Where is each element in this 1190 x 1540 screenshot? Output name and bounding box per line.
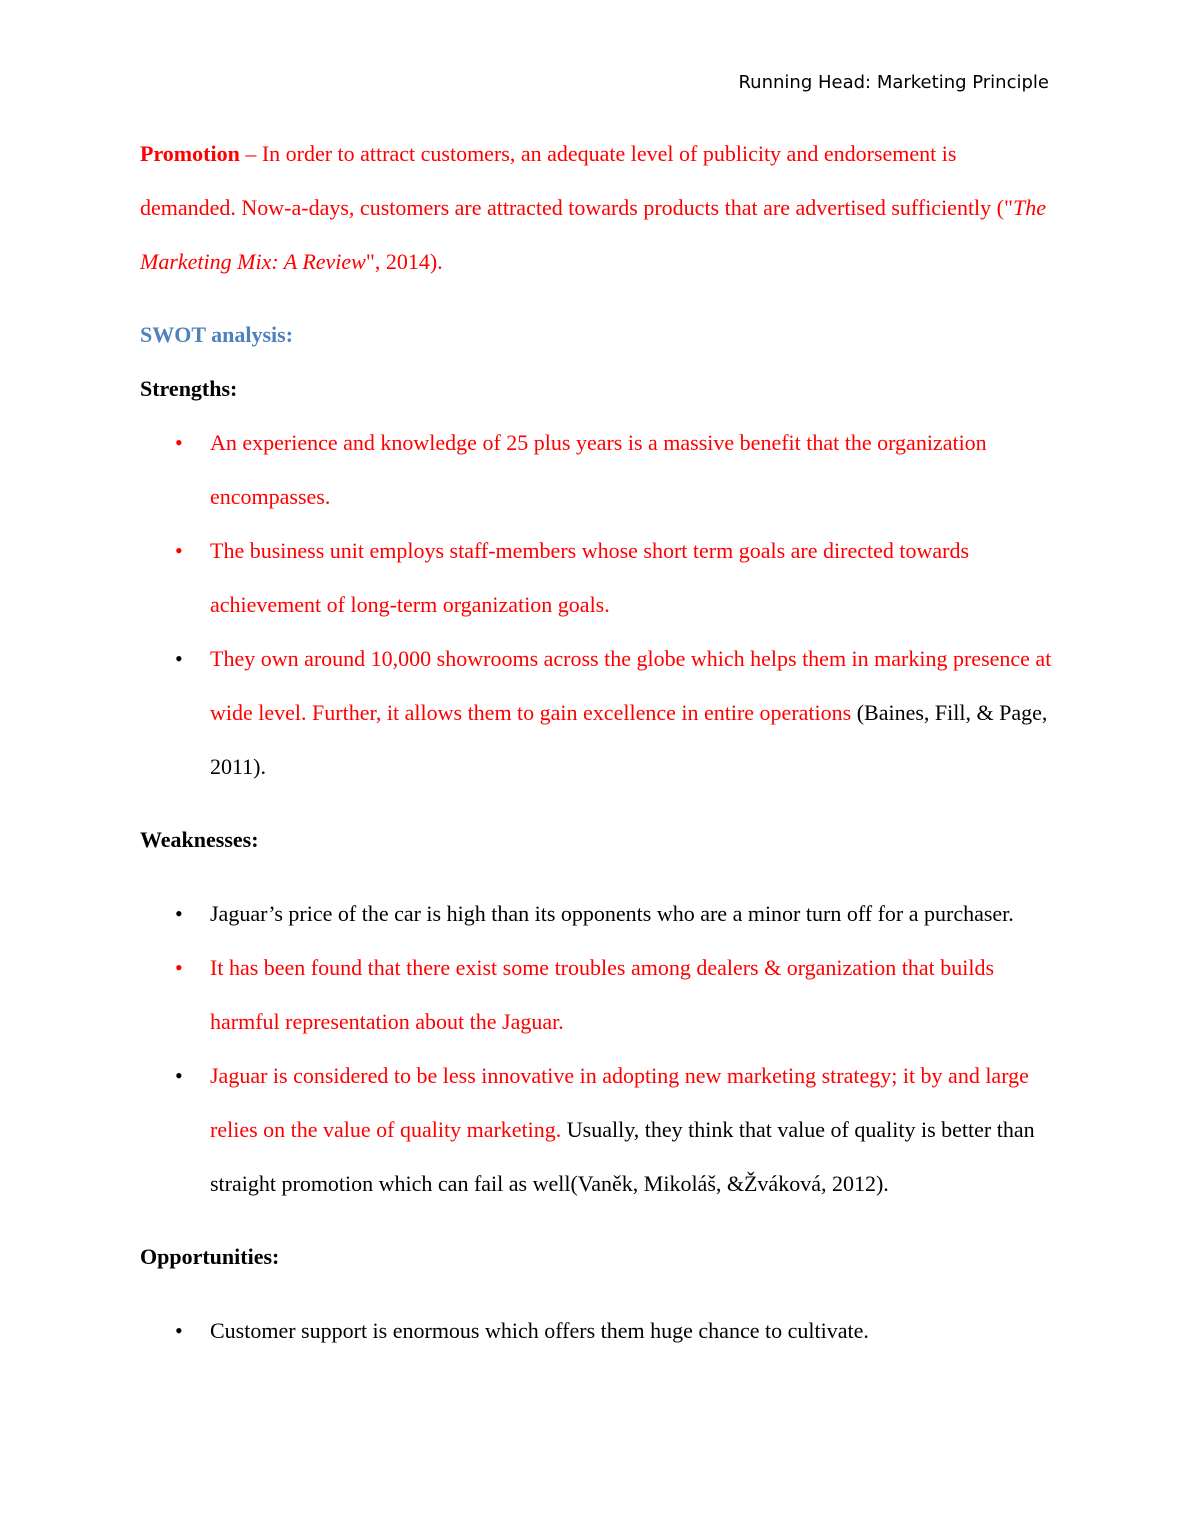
running-head: Running Head: Marketing Principle xyxy=(738,72,1049,93)
document-body xyxy=(140,127,1055,1358)
item-text-black: (Baines, Fill, & Page, 2011). xyxy=(210,700,1048,779)
item-text-red: It has been found that there exist some troubles among dealers & organization that builds harmful representation about the Jaguar. xyxy=(210,955,995,1034)
swot-heading: SWOT analysis: xyxy=(140,322,294,347)
strengths-list xyxy=(140,416,1055,794)
weaknesses-item-1 xyxy=(140,887,1055,941)
bullet-icon: • xyxy=(175,901,183,926)
bullet-icon: • xyxy=(175,430,183,455)
promotion-citation-title: The Marketing Mix: A Review xyxy=(140,195,1046,274)
item-text-black: Usually, they think that value of quality is better than straight promotion which can fail as well(Vaněk, Mikoláš, &Žváková, 2012). xyxy=(210,1117,1035,1196)
bullet-icon: • xyxy=(175,1063,183,1088)
weaknesses-item-3 xyxy=(140,1049,1055,1211)
opportunities-heading: Opportunities: xyxy=(140,1244,280,1269)
bullet-icon: • xyxy=(175,1318,183,1343)
bullet-icon: • xyxy=(175,646,183,671)
item-text-red: An experience and knowledge of 25 plus years is a massive benefit that the organization encompasses. xyxy=(210,430,987,509)
promotion-label: Promotion xyxy=(140,141,240,166)
item-text-red: They own around 10,000 showrooms across the globe which helps them in marking presence at wide level. Further, it allows them to gain excellence in entire operations xyxy=(210,646,1052,725)
bullet-icon: • xyxy=(175,538,183,563)
promotion-paragraph xyxy=(140,127,1055,289)
strengths-item-1 xyxy=(140,416,1055,524)
promotion-text-2: ", 2014). xyxy=(365,249,443,274)
item-text-black: Jaguar’s price of the car is high than its opponents who are a minor turn off for a purchaser. xyxy=(210,901,1014,926)
weaknesses-heading: Weaknesses: xyxy=(140,827,259,852)
opportunities-list xyxy=(140,1304,1055,1358)
item-text-red: Jaguar is considered to be less innovative in adopting new marketing strategy; it by and large relies on the value of quality marketing. xyxy=(210,1063,1029,1142)
opportunities-item-1 xyxy=(140,1304,1055,1358)
strengths-heading: Strengths: xyxy=(140,376,238,401)
weaknesses-item-2 xyxy=(140,941,1055,1049)
item-text-black: Customer support is enormous which offers them huge chance to cultivate. xyxy=(210,1318,869,1343)
item-text-red: The business unit employs staff-members whose short term goals are directed towards achievement of long-term organization goals. xyxy=(210,538,970,617)
weaknesses-list xyxy=(140,887,1055,1211)
strengths-item-3 xyxy=(140,632,1055,794)
strengths-item-2 xyxy=(140,524,1055,632)
promotion-text-1: – In order to attract customers, an adequate level of publicity and endorsement is demanded. Now-a-days, customers are attracted towards products that are advertised sufficiently (" xyxy=(140,141,1013,220)
bullet-icon: • xyxy=(175,955,183,980)
